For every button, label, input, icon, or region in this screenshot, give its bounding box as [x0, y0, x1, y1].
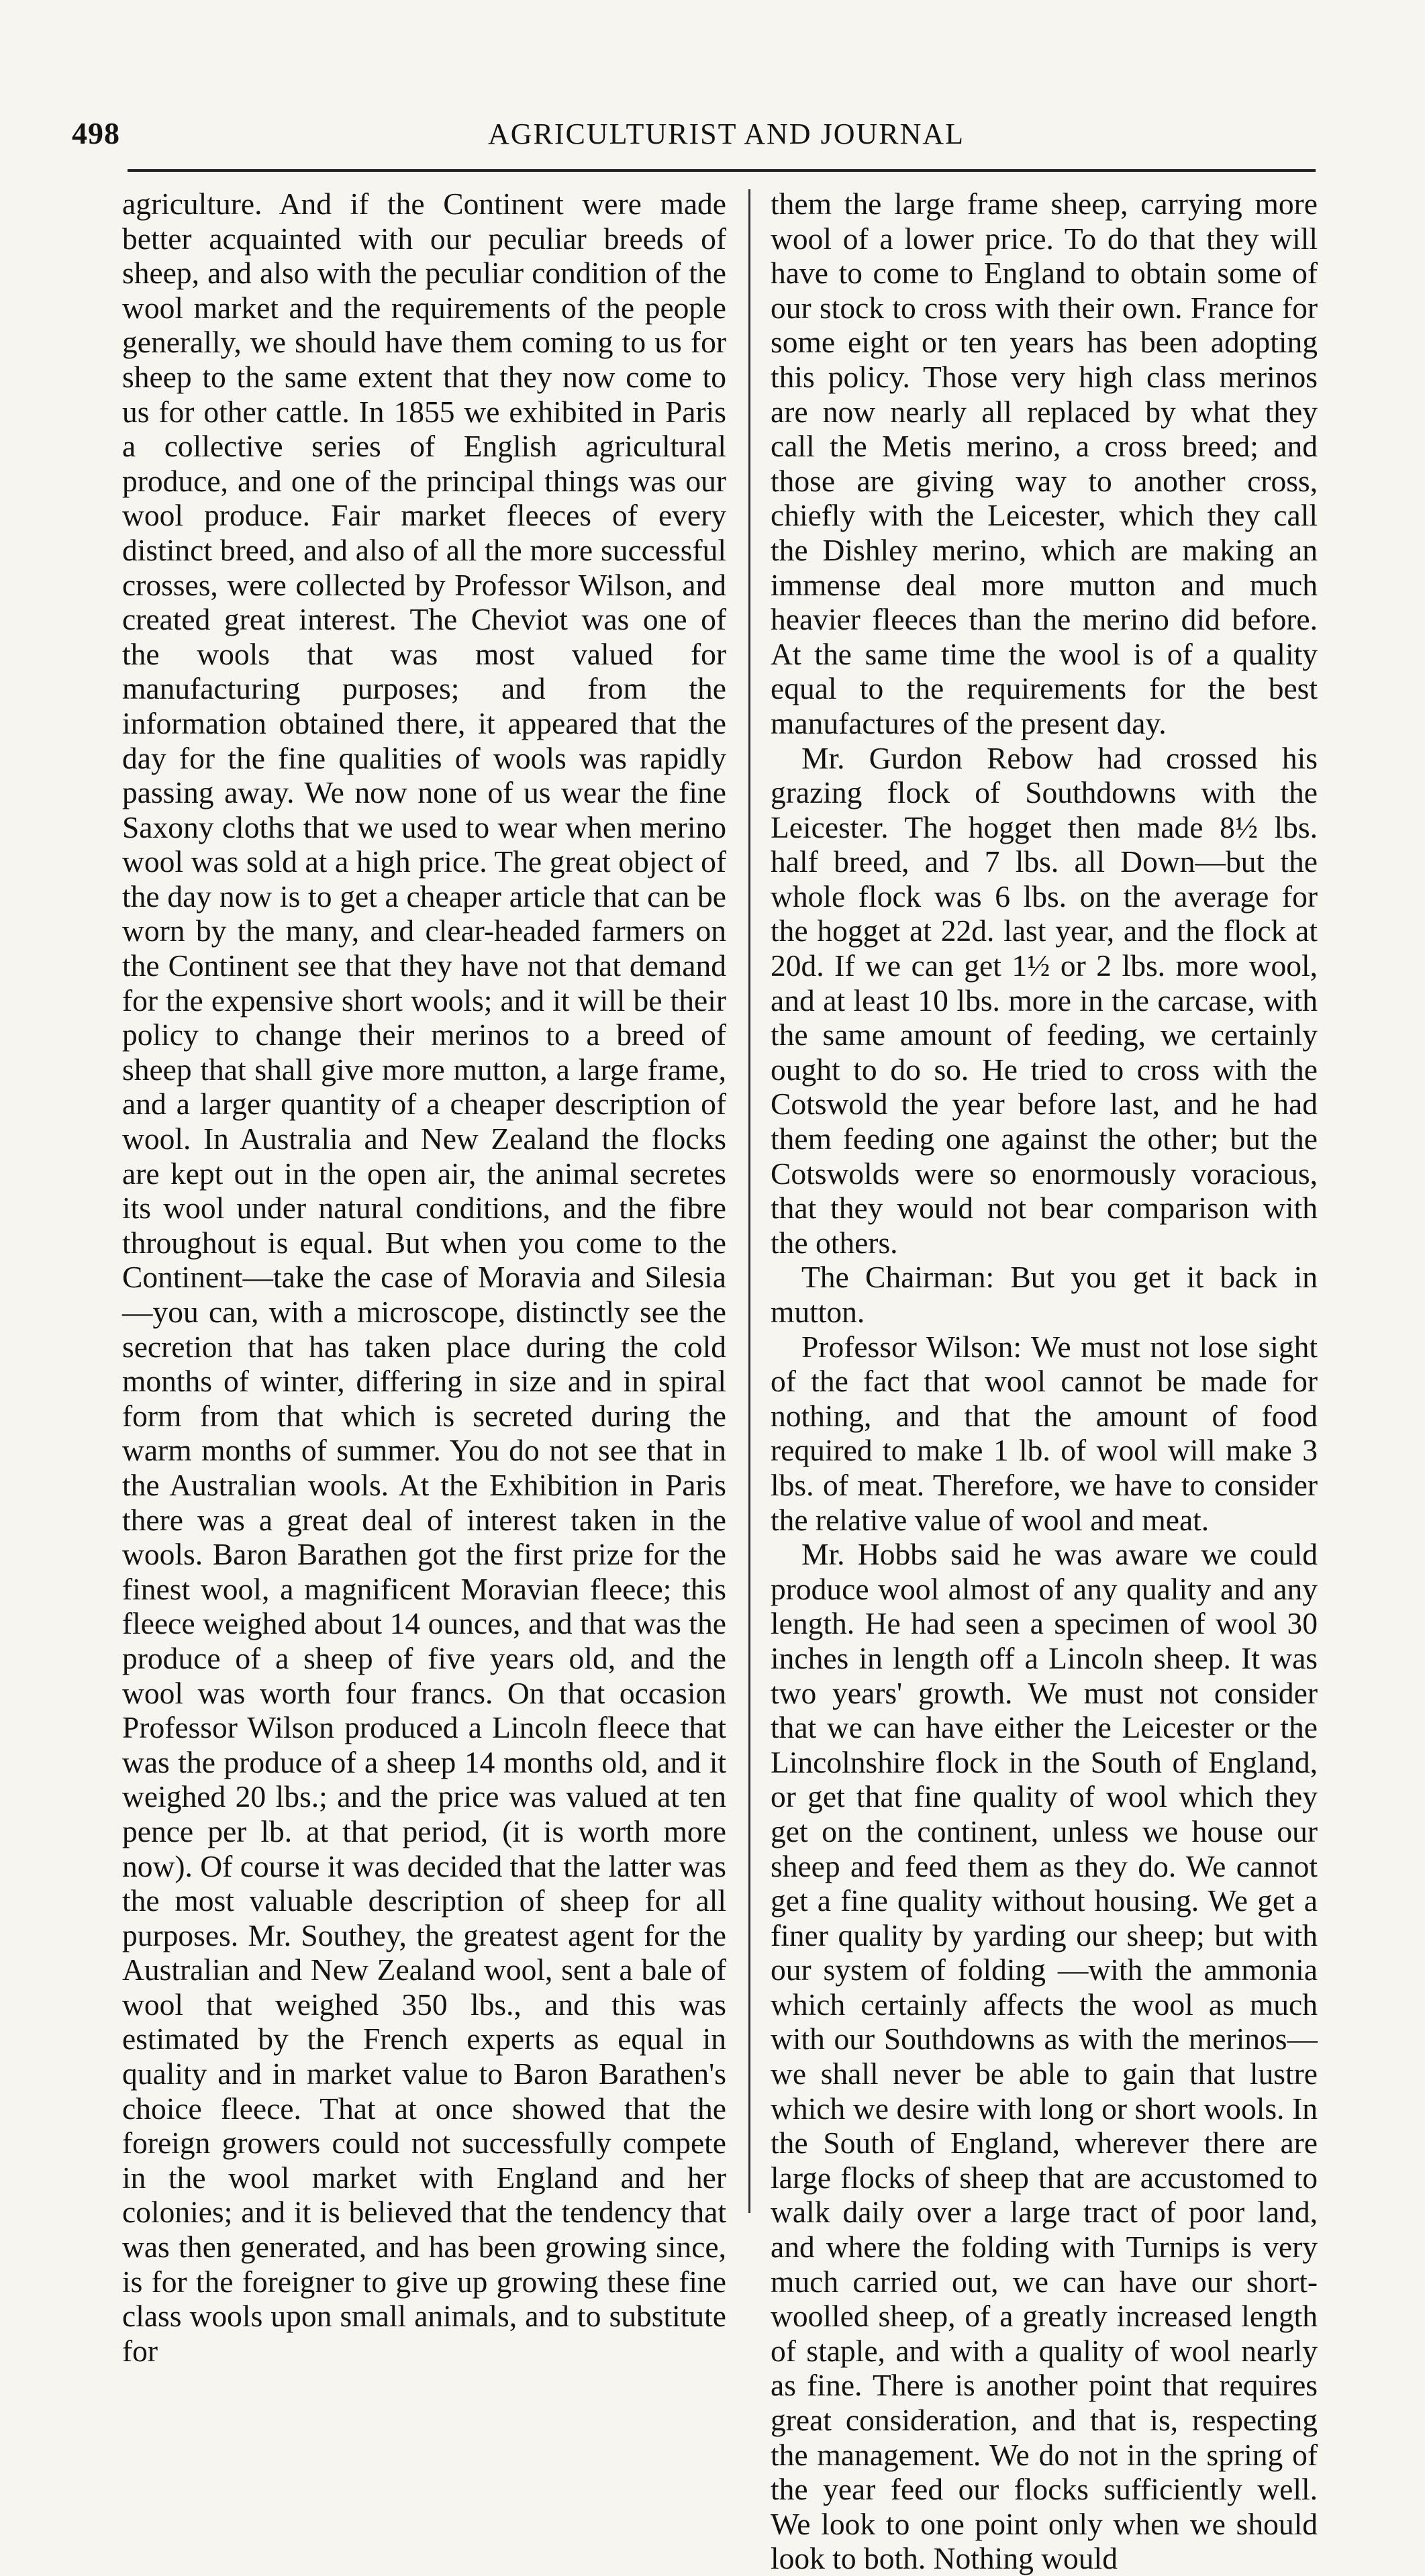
page-header [72, 113, 1381, 161]
right-paragraph-4: Professor Wilson: We must not lose sight of the fact that wool cannot be made for nothing, and that the amount of food required to make 1 lb. of wool will make 3 lbs. of meat. Therefore, we have to consider the relative value of wool and meat. [771, 1329, 1318, 1537]
right-paragraph-5: Mr. Hobbs said he was aware we could produce wool almost of any quality and any length. He had seen a specimen of wool 30 inches in length off a Lincoln sheep. It was two years' growth. We must not consider that we can have either the Leicester or the Lincolnshire flock in the South of England, or get that fine quality of wool which they get on the continent, unless we house our sheep and feed them as they do. We cannot get a fine quality without housing. We get a finer quality by yarding our sheep; but with our system of folding —with the ammonia which certainly affects the wool as much with our Southdowns as with the merinos—we shall never be able to gain that lustre which we desire with long or short wools. In the South of England, wherever there are large flocks of sheep that are accustomed to walk daily over a large tract of poor land, and where the folding with Turnips is very much carried out, we can have our short-woolled sheep, of a greatly increased length of staple, and with a quality of wool nearly as fine. There is another point that requires great consideration, and that is, respecting the management. We do not in the spring of the year feed our flocks sufficiently well. We look to one point only when we should look to both. Nothing would [771, 1537, 1318, 2576]
header-rule [128, 169, 1316, 172]
right-column [771, 187, 1318, 2576]
left-paragraph-1: agriculture. And if the Continent were made better acquainted with our peculiar breeds of sheep, and also with the peculiar condition of the wool market and the requirements of the people generally, we should have them coming to us for sheep to the same extent that they now come to us for other cattle. In 1855 we exhibited in Paris a collective series of English agricultural produce, and one of the principal things was our wool produce. Fair market fleeces of every distinct breed, and also of all the more successful crosses, were collected by Professor Wilson, and created great interest. The Cheviot was one of the wools that was most valued for manufacturing purposes; and from the information obtained there, it appeared that the day for the fine qualities of wools was rapidly passing away. We now none of us wear the fine Saxony cloths that we used to wear when merino wool was sold at a high price. The great object of the day now is to get a cheaper article that can be worn by the many, and clear-headed farmers on the Continent see that they have not that demand for the expensive short wools; and it will be their policy to change their merinos to a breed of sheep that shall give more mutton, a large frame, and a larger quantity of a cheaper description of wool. In Australia and New Zealand the flocks are kept out in the open air, the animal secretes its wool under natural conditions, and the fibre throughout is equal. But when you come to the Continent—take the case of Moravia and Silesia—you can, with a microscope, distinctly see the secretion that has taken place during the cold months of winter, differing in size and in spiral form from that which is secreted during the warm months of summer. You do not see that in the Australian wools. At the Exhibition in Paris there was a great deal of interest taken in the wools. Baron Barathen got the first prize for the finest wool, a magnificent Moravian fleece; this fleece weighed about 14 ounces, and that was the produce of a sheep of five years old, and the wool was worth four francs. On that occasion Professor Wilson produced a Lincoln fleece that was the produce of a sheep 14 months old, and it weighed 20 lbs.; and the price was valued at ten pence per lb. at that period, (it is worth more now). Of course it was decided that the latter was the most valuable description of sheep for all purposes. Mr. Southey, the greatest agent for the Australian and New Zealand wool, sent a bale of wool that weighed 350 lbs., and this was estimated by the French experts as equal in quality and in market value to Baron Barathen's choice fleece. That at once showed that the foreign growers could not successfully compete in the wool market with England and her colonies; and it is believed that the tendency that was then generated, and has been growing since, is for the foreigner to give up growing these fine class wools upon small animals, and to substitute for [122, 187, 726, 2368]
right-paragraph-2: Mr. Gurdon Rebow had crossed his grazing flock of Southdowns with the Leicester. The hogget then made 8½ lbs. half breed, and 7 lbs. all Down—but the whole flock was 6 lbs. on the average for the hogget at 22d. last year, and the flock at 20d. If we can get 1½ or 2 lbs. more wool, and at least 10 lbs. more in the carcase, with the same amount of feeding, we certainly ought to do so. He tried to cross with the Cotswold the year before last, and he had them feeding one against the other; but the Cotswolds were so enormously voracious, that they would not bear comparison with the others. [771, 740, 1318, 1260]
right-paragraph-3: The Chairman: But you get it back in mutton. [771, 1260, 1318, 1329]
right-paragraph-1: them the large frame sheep, carrying more wool of a lower price. To do that they will have to come to England to obtain some of our stock to cross with their own. France for some eight or ten years has been adopting this policy. Those very high class merinos are now nearly all replaced by what they call the Metis merino, a cross breed; and those are giving way to another cross, chiefly with the Leicester, which they call the Dishley merino, which are making an immense deal more mutton and much heavier fleeces than the merino did before. At the same time the wool is of a quality equal to the requirements for the best manufactures of the present day. [771, 187, 1318, 740]
column-divider [748, 189, 750, 2213]
running-title: AGRICULTURIST AND JOURNAL [487, 117, 965, 150]
page-number: 498 [72, 116, 120, 150]
left-column [122, 187, 726, 2368]
